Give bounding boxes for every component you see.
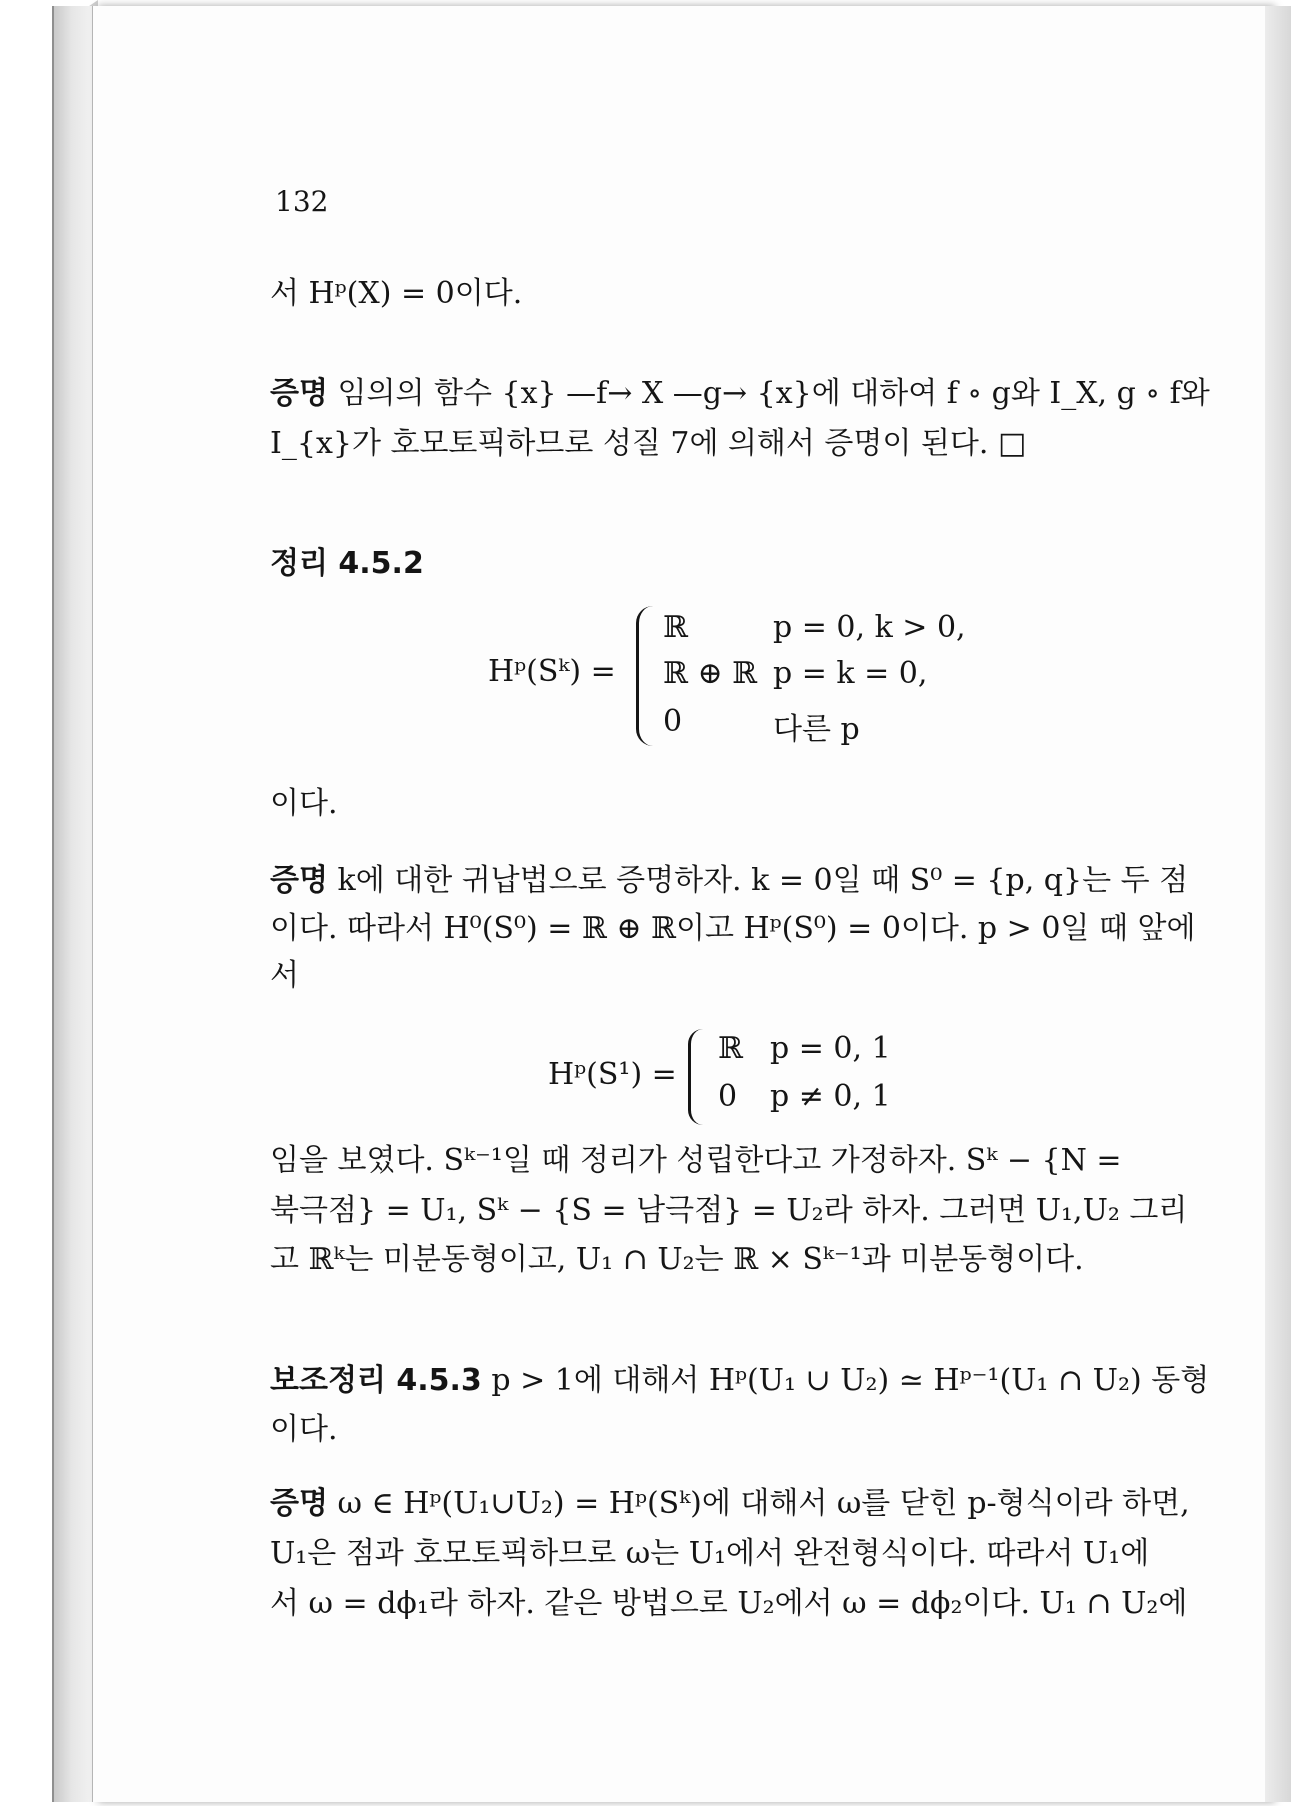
proof1-text-a: 임의의 함수 {x} —f→ X —g→ {x}에 대하여 f ∘ g와 I_X, g ∘ f와 [337, 376, 1210, 411]
case-condition-1: p = 0, k > 0, [773, 610, 966, 645]
proof3-text-a: ω ∈ Hᵖ(U₁∪U₂) = Hᵖ(Sᵏ)에 대해서 ω를 닫힌 p-형식이라 하면, [337, 1486, 1190, 1521]
book-spine [52, 6, 94, 1802]
proof2-text-a: k에 대한 귀납법으로 증명하자. k = 0일 때 S⁰ = {p, q}는 두 점 [337, 863, 1189, 898]
s1-lhs: Hᵖ(S¹) = [548, 1057, 677, 1092]
proof2-line-c: 서 [270, 958, 299, 993]
theorem-after: 이다. [270, 786, 338, 821]
lemma-text-a: p > 1에 대해서 Hᵖ(U₁ ∪ U₂) ≃ Hᵖ⁻¹(U₁ ∩ U₂) 동형 [491, 1363, 1210, 1398]
proof-label: 증명 [270, 376, 328, 411]
s1-condition-1: p = 0, 1 [770, 1031, 891, 1066]
proof-label: 증명 [270, 863, 328, 898]
proof2-line-b: 이다. 따라서 H⁰(S⁰) = ℝ ⊕ ℝ이고 Hᵖ(S⁰) = 0이다. p > 0일 때 앞에 [270, 911, 1196, 946]
proof3-line-b: U₁은 점과 호모토픽하므로 ω는 U₁에서 완전형식이다. 따라서 U₁에 [270, 1536, 1150, 1571]
proof1-line-b: I_{x}가 호모토픽하므로 성질 7에 의해서 증명이 된다. □ [270, 426, 1027, 461]
s1-value-2: 0 [718, 1079, 738, 1114]
theorem-label: 정리 4.5.2 [270, 546, 424, 581]
proof2-line-f: 고 ℝᵏ는 미분동형이고, U₁ ∩ U₂는 ℝ × Sᵏ⁻¹과 미분동형이다. [270, 1242, 1084, 1277]
case-value-1: ℝ [663, 610, 688, 645]
case-value-3: 0 [663, 704, 683, 739]
proof2-line-a [270, 855, 1188, 899]
proof2-line-d: 임을 보였다. Sᵏ⁻¹일 때 정리가 성립한다고 가정하자. Sᵏ − {N = [270, 1143, 1122, 1178]
page-edge [1265, 6, 1291, 1802]
proof2-line-e: 북극점} = U₁, Sᵏ − {S = 남극점} = U₂라 하자. 그러면 U₁,U₂ 그리 [270, 1193, 1188, 1228]
lemma-label: 보조정리 4.5.3 [270, 1363, 482, 1398]
case-condition-3: 다른 p [773, 712, 860, 747]
lemma-line-a [270, 1355, 1209, 1399]
case-condition-2: p = k = 0, [773, 656, 928, 691]
s1-cases-equation [548, 1025, 908, 1135]
left-brace [636, 606, 653, 746]
proof3-line-c: 서 ω = dϕ₁라 하자. 같은 방법으로 U₂에서 ω = dϕ₂이다. U₁ ∩ U₂에 [270, 1586, 1188, 1621]
s1-condition-2: p ≠ 0, 1 [770, 1079, 891, 1114]
left-brace [688, 1029, 703, 1125]
page-number: 132 [275, 185, 329, 218]
lemma-line-b: 이다. [270, 1412, 338, 1447]
continuation-line: 서 Hᵖ(X) = 0이다. [270, 276, 523, 311]
theorem-lhs: Hᵖ(Sᵏ) = [488, 654, 616, 689]
proof-label: 증명 [270, 1486, 328, 1521]
proof1-line-a [270, 368, 1210, 412]
theorem-cases-equation [488, 600, 966, 750]
case-value-2: ℝ ⊕ ℝ [663, 656, 758, 691]
s1-value-1: ℝ [718, 1031, 743, 1066]
proof3-line-a [270, 1478, 1190, 1522]
